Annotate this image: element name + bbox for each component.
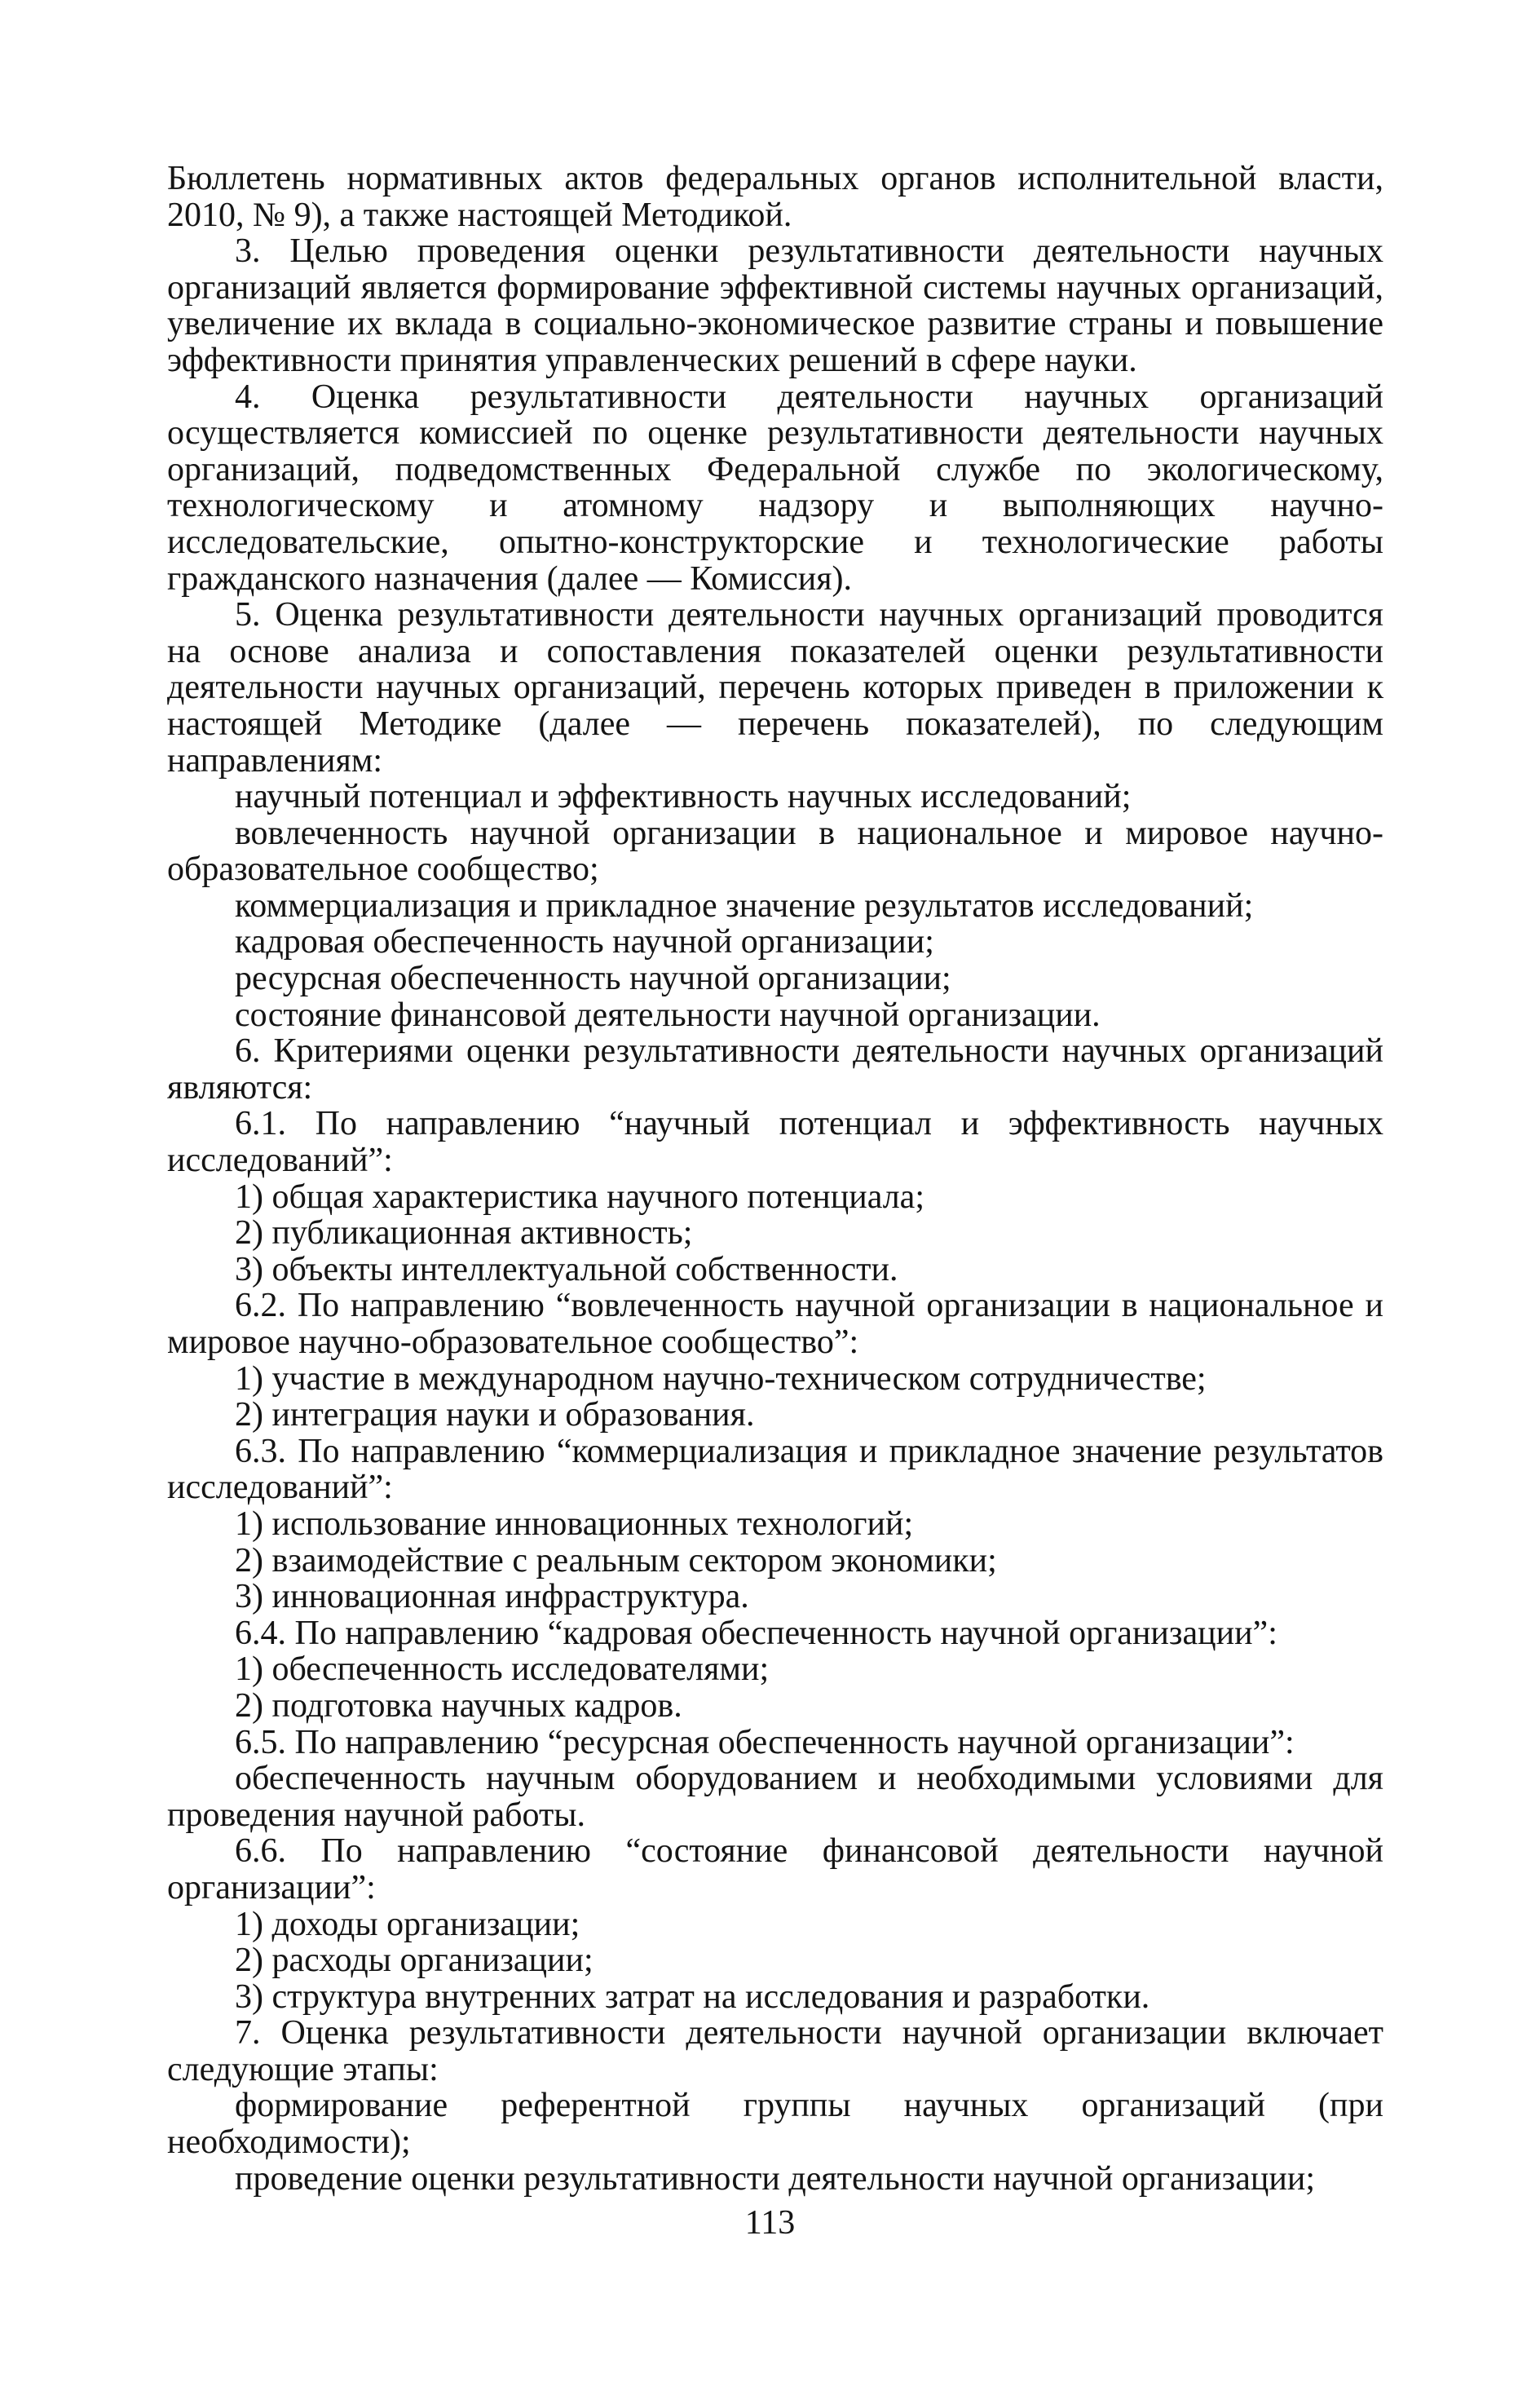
paragraph-6-criteria: 6. Критериями оценки результативности деятельности научных организаций являются: [167, 1032, 1383, 1107]
section-6-4: 6.4. По направлению “кадровая обеспеченность научной организации”: [235, 1614, 1277, 1652]
list-item: 2) взаимодействие с реальным сектором экономики; [235, 1541, 997, 1580]
list-item: 2) расходы организации; [235, 1942, 593, 1980]
list-item: обеспеченность научным оборудованием и необходимыми условиями для проведения научной работы. [167, 1760, 1383, 1834]
stage-item: проведение оценки результативности деятельности научной организации; [235, 2159, 1315, 2198]
list-item: 1) обеспеченность исследователями; [235, 1650, 770, 1689]
list-item: 2) публикационная активность; [235, 1214, 693, 1253]
section-6-3: 6.3. По направлению “коммерциализация и прикладное значение результатов исследований”: [167, 1432, 1383, 1507]
direction-item: коммерциализация и прикладное значение результатов исследований; [235, 886, 1254, 925]
list-item: 1) использование инновационных технологий; [235, 1504, 914, 1543]
paragraph-4-commission: 4. Оценка результативности деятельности научных организаций осуществляется комиссией по оценке результативности деятельности научных организаций, подведомственных Федеральной службе по экологическому, технологическому и атомному надзору и выполняющих научно-исследовательские, опытно-конструкторские и технологические работы гражданского назначения (далее — Комиссия). [167, 378, 1383, 598]
list-item: 2) подготовка научных кадров. [235, 1686, 682, 1725]
direction-item: состояние финансовой деятельности научной организации. [235, 996, 1101, 1034]
paragraph-5-basis: 5. Оценка результативности деятельности научных организаций проводится на основе анализа и сопоставления показателей оценки результативности деятельности научных организаций, перечень которых приведен в приложении к настоящей Методике (далее — перечень показателей), по следующим направлениям: [167, 596, 1383, 780]
direction-item: кадровая обеспеченность научной организации; [235, 923, 934, 961]
list-item: 2) интеграция науки и образования. [235, 1396, 755, 1434]
section-6-1: 6.1. По направлению “научный потенциал и эффективность научных исследований”: [167, 1105, 1383, 1180]
direction-item: вовлеченность научной организации в национальное и мировое научно-образовательное сообщество; [167, 814, 1383, 889]
list-item: 1) общая характеристика научного потенциала; [235, 1177, 924, 1216]
paragraph-7-stages: 7. Оценка результативности деятельности научной организации включает следующие этапы: [167, 2014, 1383, 2088]
list-item: 3) инновационная инфраструктура. [235, 1578, 749, 1616]
list-item: 1) доходы организации; [235, 1905, 580, 1943]
paragraph-bulletin-ref: Бюллетень нормативных актов федеральных органов исполнительной власти, 2010, № 9), а также настоящей Методикой. [167, 160, 1383, 234]
body-text [167, 161, 1383, 2197]
stage-item: формирование референтной группы научных организаций (при необходимости); [167, 2087, 1383, 2162]
list-item: 3) объекты интеллектуальной собственности. [235, 1250, 898, 1288]
list-item: 3) структура внутренних затрат на исследования и разработки. [235, 1977, 1150, 2016]
direction-item: научный потенциал и эффективность научных исследований; [235, 778, 1132, 816]
paragraph-3-goal: 3. Целью проведения оценки результативности деятельности научных организаций является формирование эффективной системы научных организаций, увеличение их вклада в социально-экономическое развитие страны и повышение эффективности принятия управленческих решений в сфере науки. [167, 232, 1383, 379]
section-6-6: 6.6. По направлению “состояние финансовой деятельности научной организации”: [167, 1832, 1383, 1907]
list-item: 1) участие в международном научно-техническом сотрудничестве; [235, 1359, 1207, 1398]
section-6-5: 6.5. По направлению “ресурсная обеспеченность научной организации”: [235, 1723, 1295, 1761]
direction-item: ресурсная обеспеченность научной организации; [235, 960, 951, 998]
section-6-2: 6.2. По направлению “вовлеченность научной организации в национальное и мировое научно-образовательное сообщество”: [167, 1287, 1383, 1361]
page-number: 113 [744, 2204, 796, 2242]
